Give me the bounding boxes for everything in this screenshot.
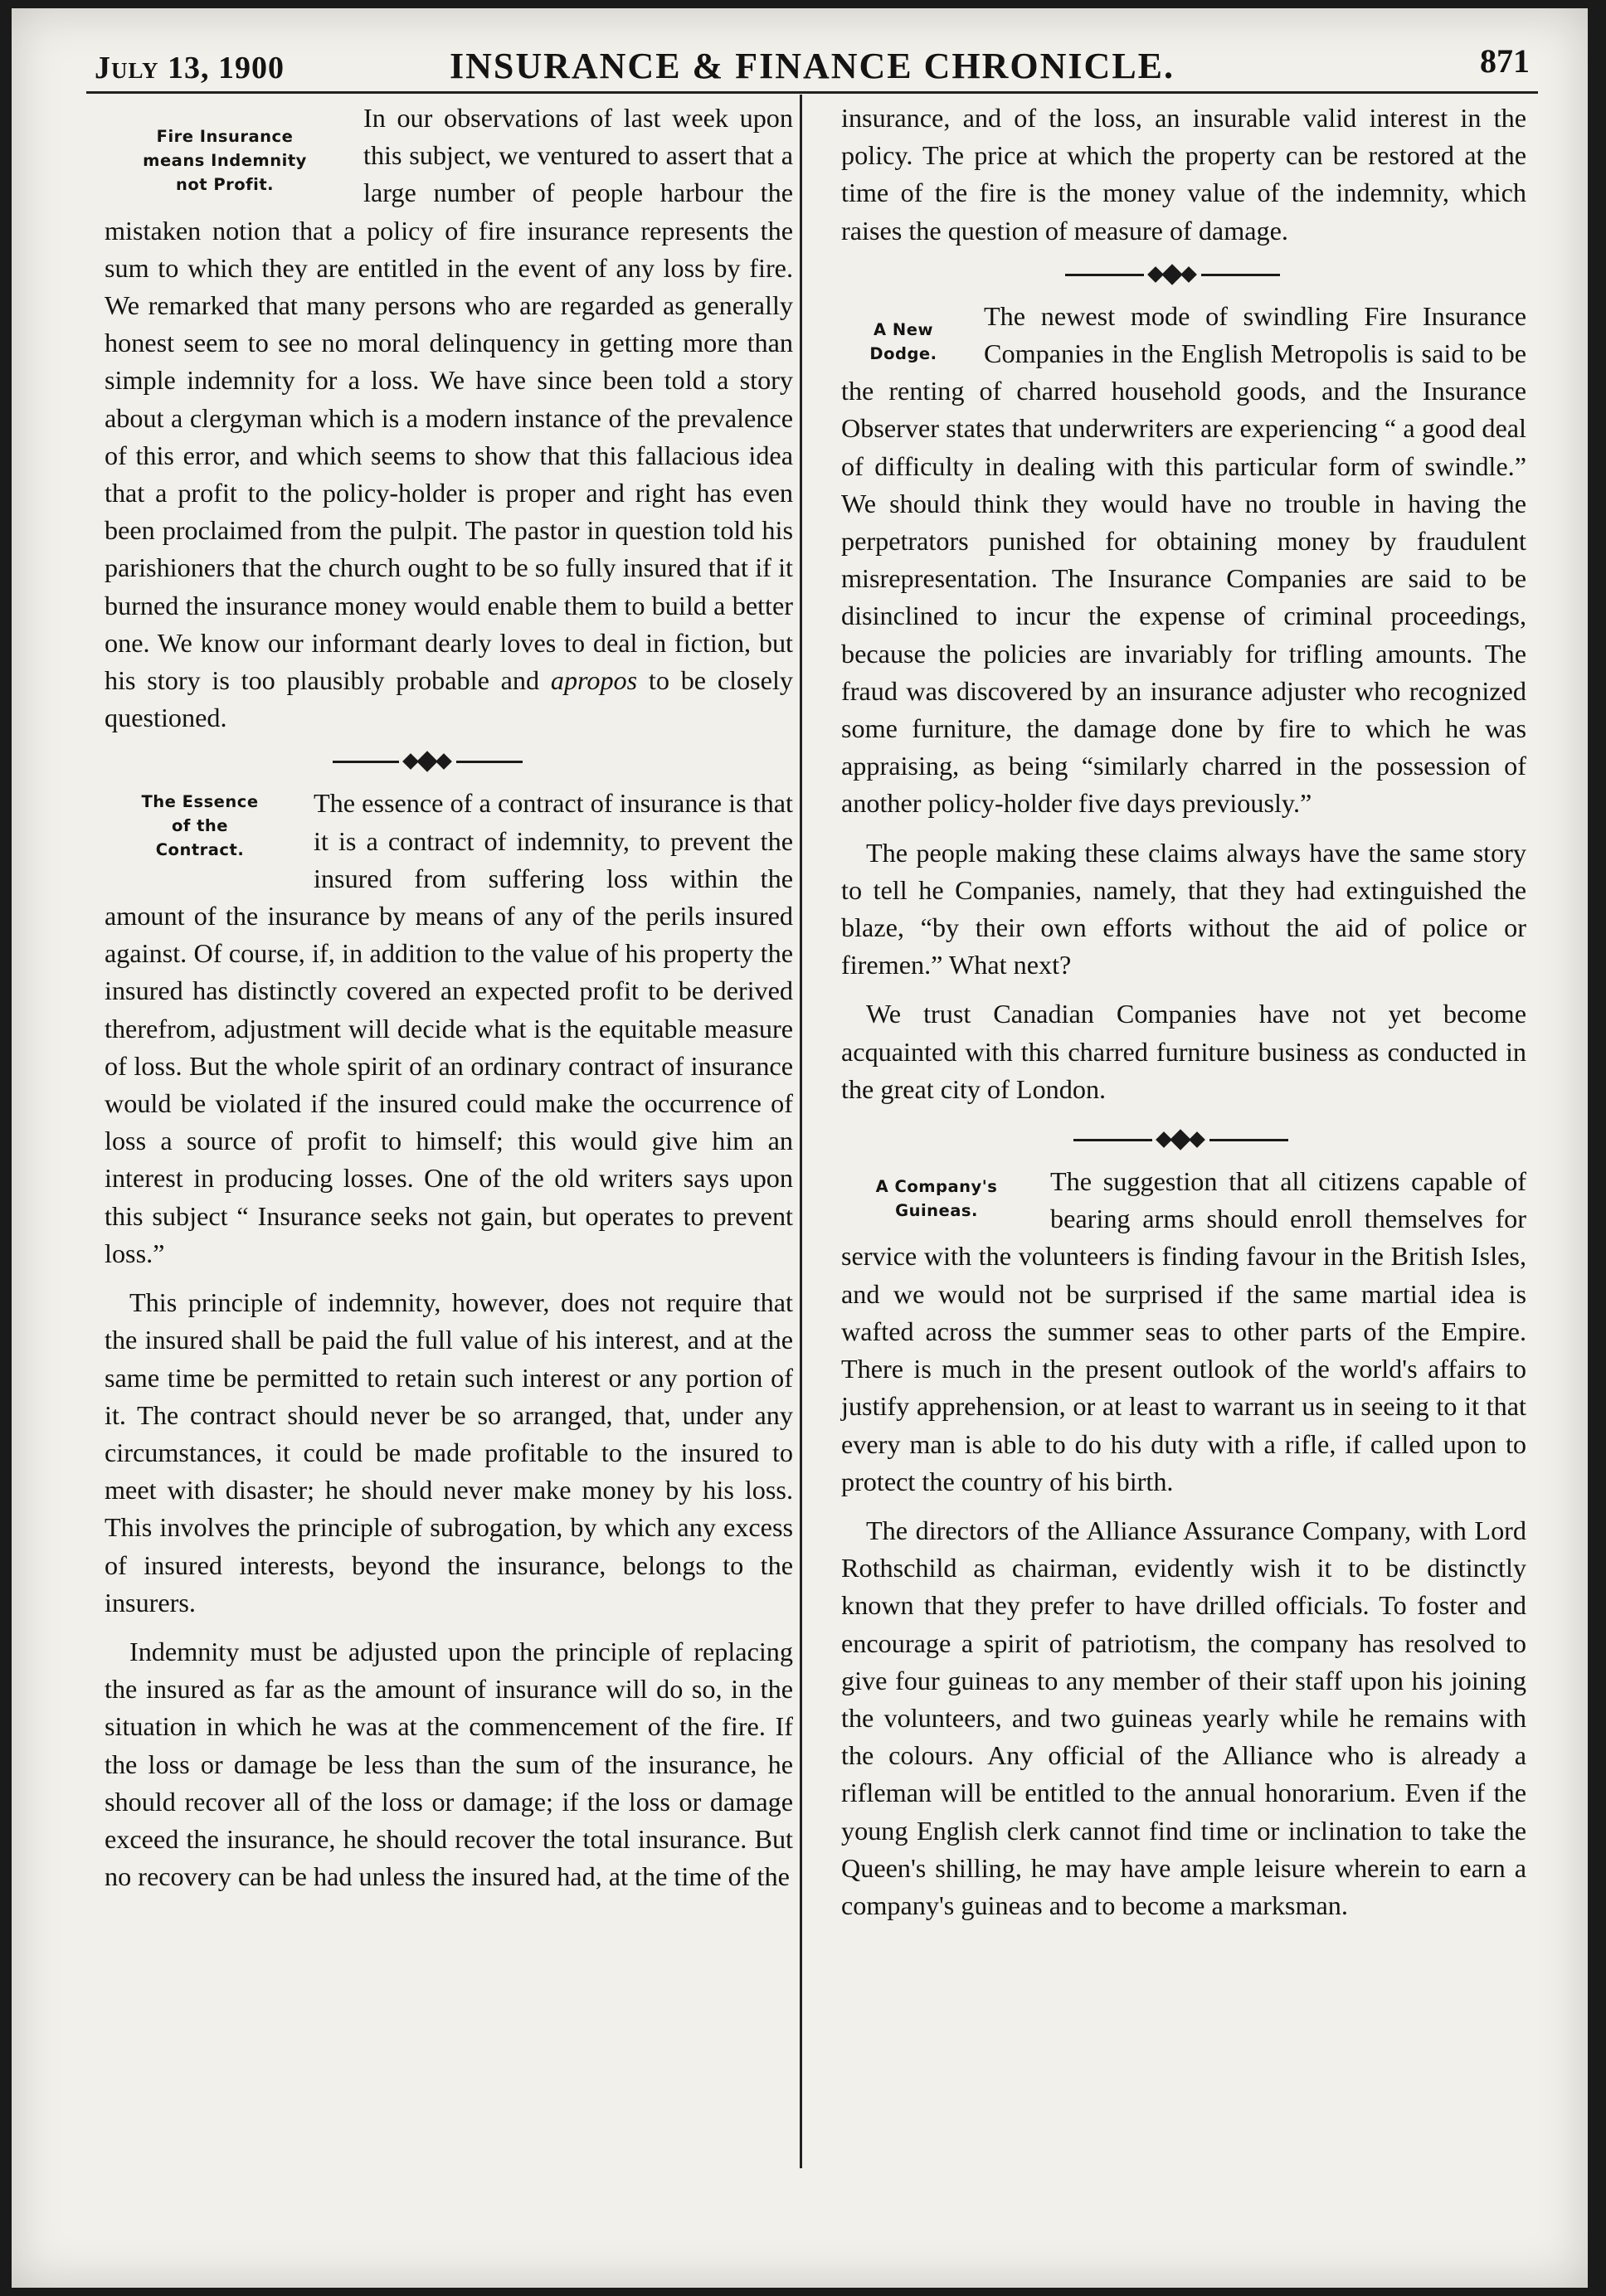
article-paragraph: This principle of indemnity, however, does not require that the insured shall be paid the full value of his interest, and at the same time be permitted to retain such interest or any portion of it. The contract should never be so arranged, that, under any circumstances, it could be made profitable to the insured to meet with disaster; he should never make money by his loss. This involves the principle of subrogation, by which any excess of insured interests, beyond the insurance, belongs to the insurers. xyxy=(105,1287,793,1617)
ornament-divider xyxy=(105,747,793,776)
article-paragraph: Indemnity must be adjusted upon the principle of replacing the insured as far as the amount of insurance will do so, in the situation in which he was at the commencement of the fire. If the loss or damage be less than the sum of the insurance, he should recover all of the loss or damage; if the loss or damage exceed the insurance, he should recover the total insurance. But no recovery can be had unless the insured had, at the time of the xyxy=(105,1636,793,1892)
newspaper-page xyxy=(12,8,1588,2288)
italic-word: apropos xyxy=(550,665,638,696)
sidehead-essence-contract: The Essence of the Contract. xyxy=(141,792,259,860)
sidehead-new-dodge: A New Dodge. xyxy=(869,319,937,363)
article-paragraph: In our observations of last week upon this subject, we ventured to assert that a large number of people harbour the mistaken notion that a policy of fire insurance represents the sum to which they are entitled in the event of any loss by fire. We remarked that many persons who are regarded as generally honest seem to see no moral delinquency in getting more than simple indemnity for a loss. We have since been told a story about a clergyman which is a modern instance of the prevalence of this error, and which seems to show that this fallacious idea that a profit to the policy-holder is proper and right has even been proclaimed from the pulpit. The pastor in question told his parishioners that the church ought to be so fully insured that if it burned the insurance money would enable them to build a better one. We know our informant dearly loves to deal in fiction, but his story is too plausibly probable and apropos to be closely questioned. xyxy=(105,103,793,733)
article-paragraph: The people making these claims always have the same story to tell he Companies, namely, that they had extinguished the blaze, “by their own efforts without the aid of police or firemen.” What next? xyxy=(841,837,1526,980)
article-paragraph: The directors of the Alliance Assurance Company, with Lord Rothschild as chairman, evidently wish it to be distinctly known that they prefer to have drilled officials. To foster and encourage a spirit of patriotism, the company has resolved to give four guineas to any member of their staff upon his joining the volunteers, and two guineas yearly while he remains with the colours. Any official of the Alliance who is already a rifleman will be entitled to the annual honorarium. Even if the young English clerk cannot find time or inclination to take the Queen's shilling, he may have ample leisure wherein to earn a company's guineas and to become a marksman. xyxy=(841,1515,1526,1920)
right-column xyxy=(841,100,1526,1924)
ornament-divider xyxy=(841,1125,1526,1155)
publication-title: INSURANCE & FINANCE CHRONICLE. xyxy=(449,46,1175,86)
column-divider xyxy=(800,95,802,2168)
left-column xyxy=(105,100,793,1895)
page-header xyxy=(95,38,1530,88)
article-paragraph: The newest mode of swindling Fire Insurance Companies in the English Metropolis is said to be the renting of charred household goods, and the Insurance Observer states that underwriters are experiencing “ a good deal of difficulty in dealing with this particular form of swindle.” We should think they would have no trouble in having the perpetrators punished for obtaining money by fraudulent misrepresentation. The Insurance Companies are said to be disinclined to incur the expense of criminal proceedings, because the policies are invariably for trifling amounts. The fraud was discovered by an insurance adjuster who recognized some furniture, the damage done by fire to which he was appraising, as being “similarly charred in the possession of another policy-holder five days previously.” xyxy=(841,300,1526,819)
ornament-divider xyxy=(841,260,1526,289)
header-rule xyxy=(86,91,1538,94)
sidehead-fire-insurance: Fire Insurance means Indemnity not Profit. xyxy=(143,127,307,194)
article-paragraph: The suggestion that all citizens capable of bearing arms should enroll themselves for service with the volunteers is finding favour in the British Isles, and we would not be surprised if the same martial idea is wafted across the summer seas to other parts of the Empire. There is much in the present outlook of the world's affairs to justify apprehension, or at least to warrant us in seeing to it that every man is able to do his duty with a rifle, if called upon to protect the country of his birth. xyxy=(841,1166,1526,1496)
article-paragraph: We trust Canadian Companies have not yet become acquainted with this charred furniture business as conducted in the great city of London. xyxy=(841,999,1526,1104)
article-paragraph: The essence of a contract of insurance is that it is a contract of indemnity, to prevent the insured from suffering loss within the amount of the insurance by means of any of the perils insured against. Of course, if, in addition to the value of his property the insured has distinctly covered an expected profit to be derived therefrom, adjustment will decide what is the equitable measure of loss. But the whole spirit of an ordinary contract of insurance would be violated if the insured could make the occurrence of loss a source of profit to himself; this would give him an interest in producing losses. One of the old writers says upon this subject “ Insurance seeks not gain, but operates to prevent loss.” xyxy=(105,788,793,1268)
issue-date: July 13, 1900 xyxy=(95,51,285,85)
page-number: 871 xyxy=(1480,42,1530,80)
article-paragraph: insurance, and of the loss, an insurable valid interest in the policy. The price at which the property can be restored at the time of the fire is the money value of the indemnity, which raises the question of measure of damage. xyxy=(841,103,1526,246)
sidehead-company-guineas: A Company's Guineas. xyxy=(875,1177,998,1221)
